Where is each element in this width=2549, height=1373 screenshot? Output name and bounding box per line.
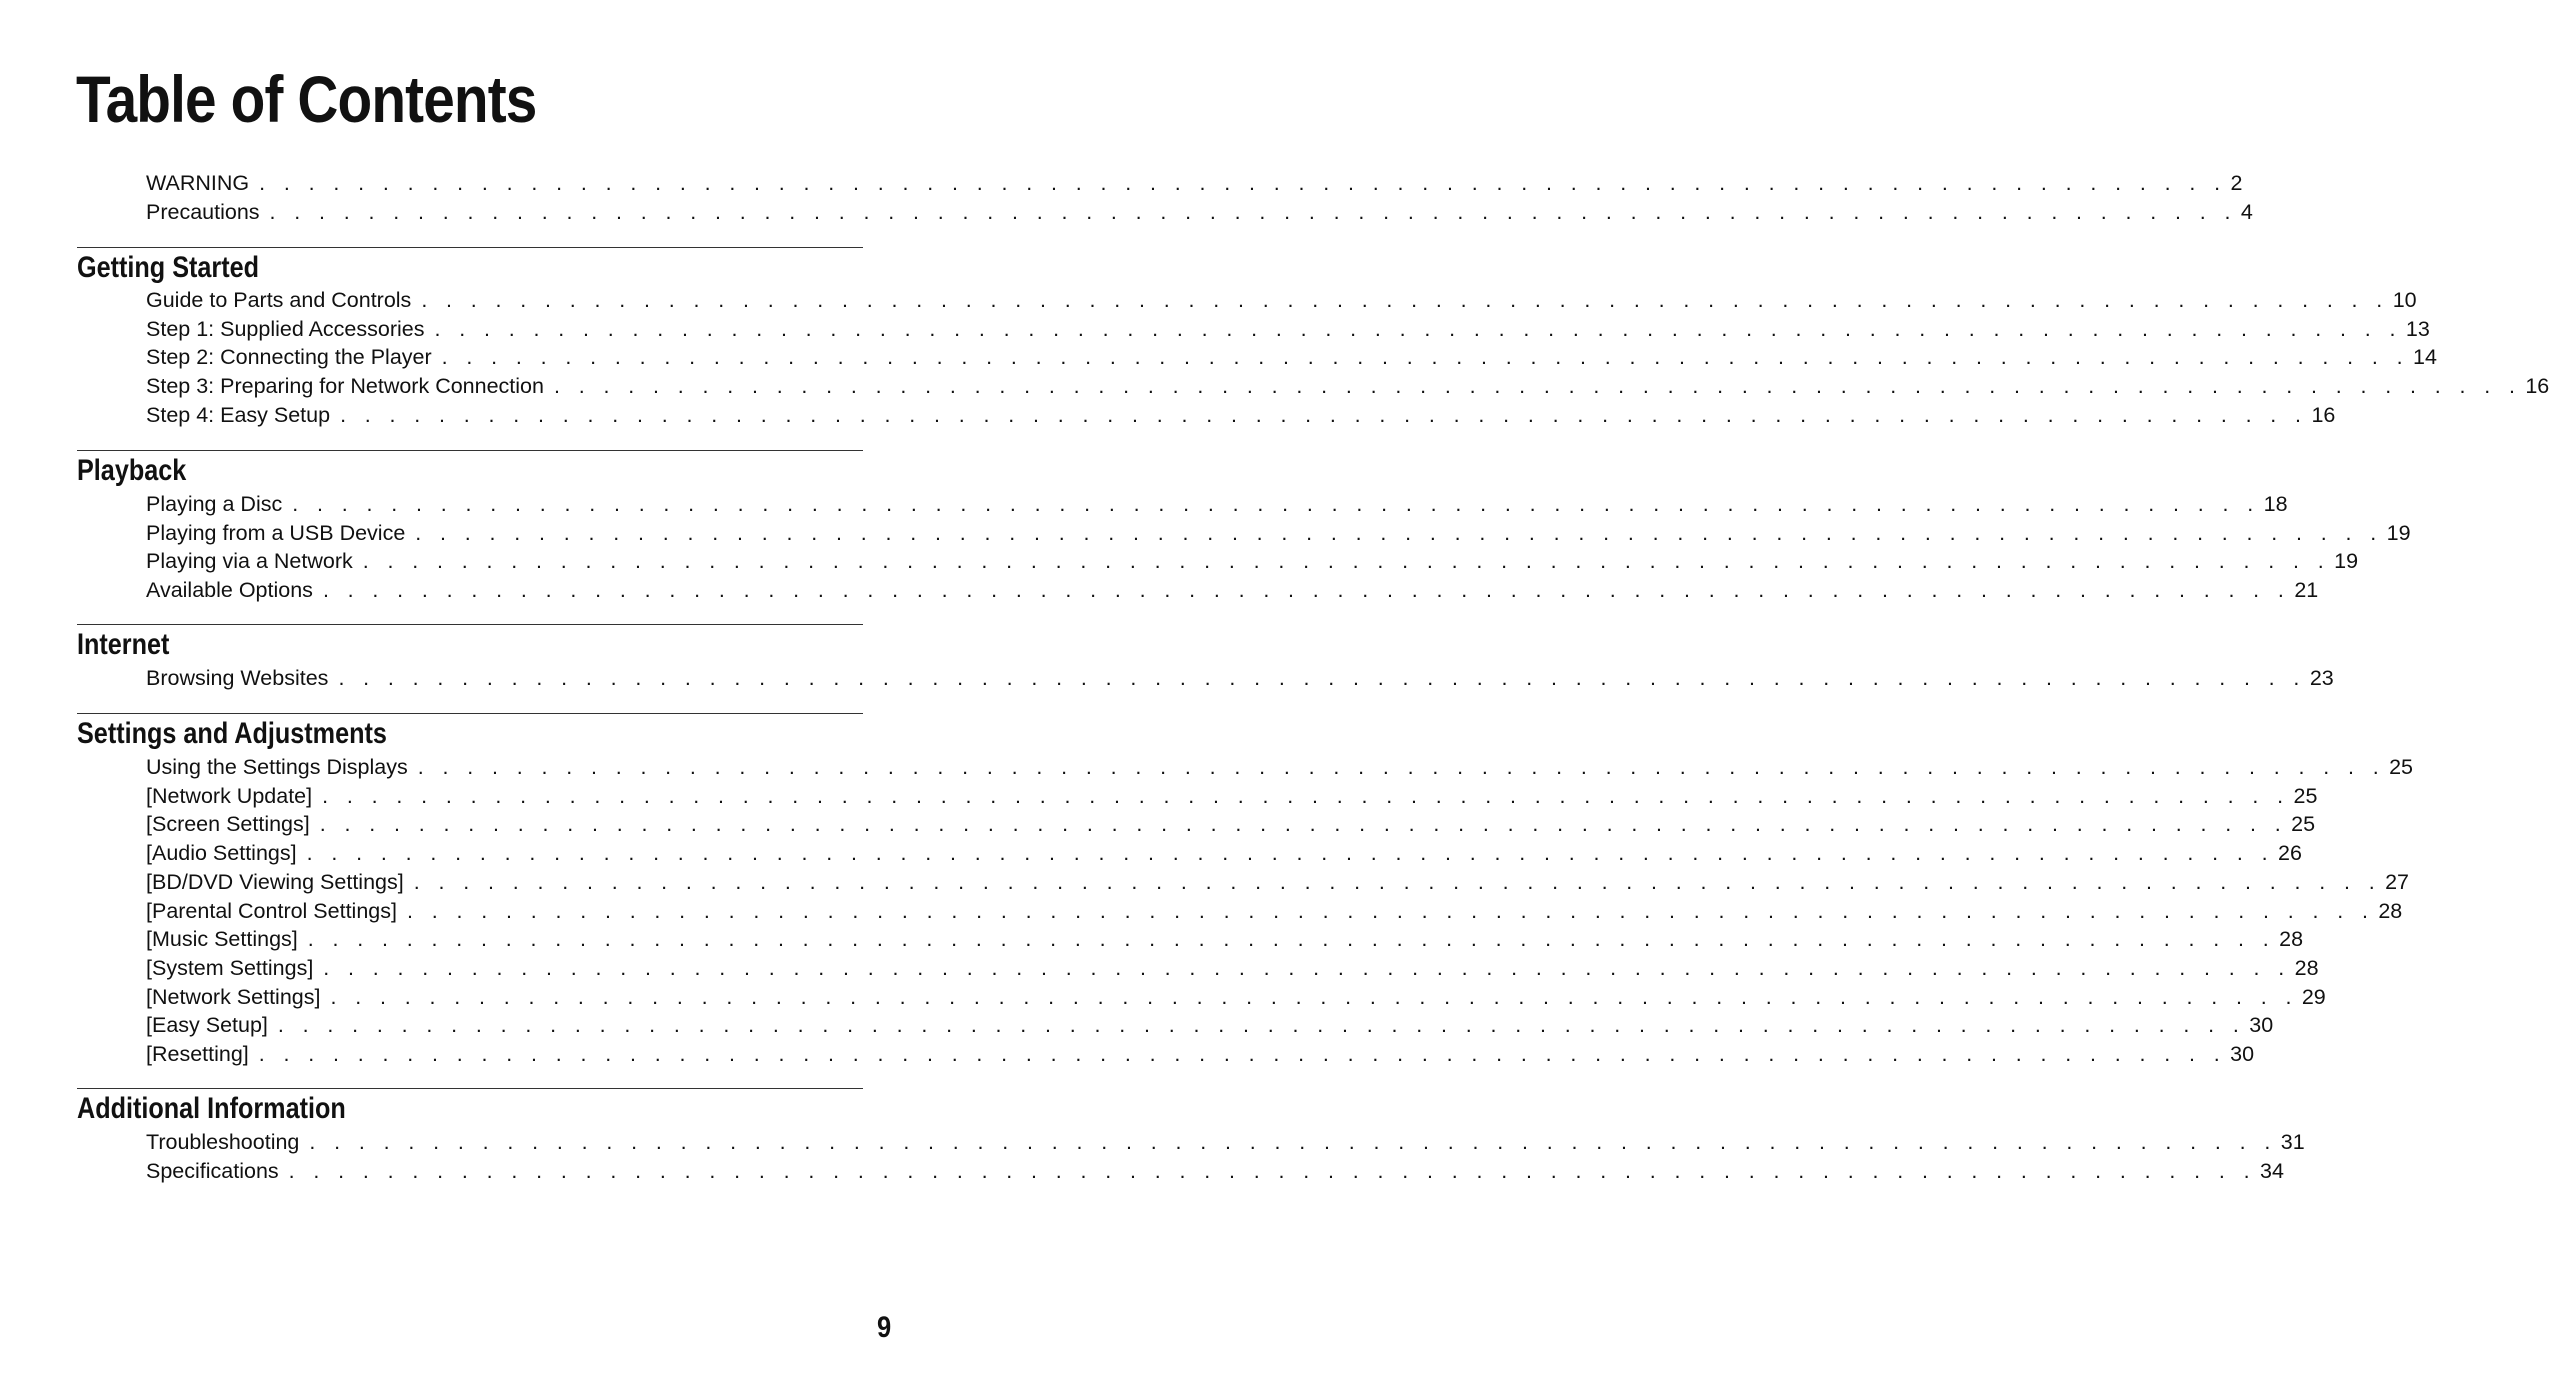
section-divider: [77, 1088, 863, 1089]
section-divider: [77, 247, 863, 248]
section-divider: [77, 624, 863, 625]
dot-leader: . . . . . . . . . . . . . . . . . . . . . . . . . . . . . . . . . . . . . . . . . . . . . . . . . . . . . . . . . . . . . . . . . . . . . . . . . . . . . . . .: [415, 521, 2383, 545]
dot-leader: . . . . . . . . . . . . . . . . . . . . . . . . . . . . . . . . . . . . . . . . . . . . . . . . . . . . . . . . . . . . . . . . . . . . . . . . . . . . . . . .: [434, 317, 2402, 341]
toc-entry-label: [Music Settings]: [146, 927, 298, 951]
toc-entry-label: Playing from a USB Device: [146, 521, 406, 545]
dot-leader: . . . . . . . . . . . . . . . . . . . . . . . . . . . . . . . . . . . . . . . . . . . . . . . . . . . . . . . . . . . . . . . . . . . . . . . . . . . . . . . .: [259, 171, 2227, 195]
dot-leader: . . . . . . . . . . . . . . . . . . . . . . . . . . . . . . . . . . . . . . . . . . . . . . . . . . . . . . . . . . . . . . . . . . . . . . . . . . . . . . . .: [413, 870, 2382, 894]
toc-entry-label: [Network Update]: [146, 784, 313, 808]
toc-entry-label: Playing a Disc: [146, 492, 283, 516]
toc-entry-resetting[interactable]: [146, 1040, 2255, 1068]
dot-leader: . . . . . . . . . . . . . . . . . . . . . . . . . . . . . . . . . . . . . . . . . . . . . . . . . . . . . . . . . . . . . . . . . . . . . . . . . . . . . . . .: [277, 1013, 2246, 1037]
toc-entry-warning[interactable]: [146, 169, 2243, 197]
toc-entry-system-settings[interactable]: [146, 954, 2319, 982]
dot-leader: . . . . . . . . . . . . . . . . . . . . . . . . . . . . . . . . . . . . . . . . . . . . . . . . . . . . . . . . . . . . . . . . . . . . . . . . . . . . . . . .: [319, 812, 2288, 836]
toc-entry-playing-via-a-network[interactable]: [146, 547, 2359, 575]
dot-leader: . . . . . . . . . . . . . . . . . . . . . . . . . . . . . . . . . . . . . . . . . . . . . . . . . . . . . . . . . . . . . . . . . . . . . . . . . . . . . . . .: [417, 755, 2386, 779]
toc-entry-label: Guide to Parts and Controls: [146, 288, 412, 312]
toc-entry-page: 25: [2293, 784, 2318, 808]
toc-entry-label: Specifications: [146, 1159, 279, 1183]
toc-entry-network-update[interactable]: [146, 782, 2318, 810]
page-number: 9: [877, 1311, 892, 1344]
section-heading-playback: Playback: [77, 454, 187, 487]
dot-leader: . . . . . . . . . . . . . . . . . . . . . . . . . . . . . . . . . . . . . . . . . . . . . . . . . . . . . . . . . . . . . . . . . . . . . . . . . . . . . . . .: [406, 899, 2375, 923]
toc-entry-page: 23: [2309, 666, 2334, 690]
toc-entry-page: 4: [2240, 200, 2253, 224]
toc-entry-page: 28: [2279, 927, 2304, 951]
dot-leader: . . . . . . . . . . . . . . . . . . . . . . . . . . . . . . . . . . . . . . . . . . . . . . . . . . . . . . . . . . . . . . . . . . . . . . . . . . . . . . . .: [306, 841, 2274, 865]
toc-entry-screen-settings[interactable]: [146, 810, 2316, 838]
toc-entry-page: 14: [2413, 345, 2437, 369]
section-heading-settings-and-adjustments: Settings and Adjustments: [77, 717, 387, 750]
toc-entry-page: 16: [2525, 374, 2549, 398]
toc-entry-label: Precautions: [146, 200, 260, 224]
dot-leader: . . . . . . . . . . . . . . . . . . . . . . . . . . . . . . . . . . . . . . . . . . . . . . . . . . . . . . . . . . . . . . . . . . . . . . . . . . . . . . . .: [292, 492, 2260, 516]
toc-entry-label: [Audio Settings]: [146, 841, 297, 865]
dot-leader: . . . . . . . . . . . . . . . . . . . . . . . . . . . . . . . . . . . . . . . . . . . . . . . . . . . . . . . . . . . . . . . . . . . . . . . . . . . . . . . .: [307, 927, 2276, 951]
dot-leader: . . . . . . . . . . . . . . . . . . . . . . . . . . . . . . . . . . . . . . . . . . . . . . . . . . . . . . . . . . . . . . . . . . . . . . . . . . . . . . . .: [288, 1159, 2257, 1183]
toc-entry-bd-dvd-viewing-settings[interactable]: [146, 868, 2410, 896]
toc-entry-label: [BD/DVD Viewing Settings]: [146, 870, 404, 894]
page-title: Table of Contents: [76, 62, 537, 136]
toc-entry-label: [Network Settings]: [146, 985, 321, 1009]
toc-entry-page: 34: [2260, 1159, 2284, 1183]
toc-entry-page: 21: [2294, 578, 2319, 602]
dot-leader: . . . . . . . . . . . . . . . . . . . . . . . . . . . . . . . . . . . . . . . . . . . . . . . . . . . . . . . . . . . . . . . . . . . . . . . . . . . . . . . .: [330, 985, 2298, 1009]
dot-leader: . . . . . . . . . . . . . . . . . . . . . . . . . . . . . . . . . . . . . . . . . . . . . . . . . . . . . . . . . . . . . . . . . . . . . . . . . . . . . . . .: [258, 1042, 2227, 1066]
toc-entry-step-2-connecting-the-player[interactable]: [146, 343, 2437, 371]
toc-entry-step-1-supplied-accessories[interactable]: [146, 315, 2430, 343]
toc-entry-using-the-settings-displays[interactable]: [146, 753, 2414, 781]
toc-entry-network-settings[interactable]: [146, 983, 2326, 1011]
toc-entry-browsing-websites[interactable]: [146, 664, 2334, 692]
toc-entry-page: 29: [2301, 985, 2326, 1009]
toc-entry-page: 27: [2385, 870, 2410, 894]
toc-entry-page: 25: [2389, 755, 2414, 779]
toc-entry-label: Browsing Websites: [146, 666, 329, 690]
toc-entry-playing-from-a-usb-device[interactable]: [146, 519, 2411, 547]
toc-entry-available-options[interactable]: [146, 576, 2319, 604]
section-divider: [77, 713, 863, 714]
toc-entry-label: [Easy Setup]: [146, 1013, 268, 1037]
dot-leader: . . . . . . . . . . . . . . . . . . . . . . . . . . . . . . . . . . . . . . . . . . . . . . . . . . . . . . . . . . . . . . . . . . . . . . . . . . . . . . . .: [340, 403, 2308, 427]
toc-entry-page: 31: [2280, 1130, 2305, 1154]
toc-entry-label: [System Settings]: [146, 956, 314, 980]
dot-leader: . . . . . . . . . . . . . . . . . . . . . . . . . . . . . . . . . . . . . . . . . . . . . . . . . . . . . . . . . . . . . . . . . . . . . . . . . . . . . . . .: [553, 374, 2522, 398]
toc-entry-page: 25: [2291, 812, 2316, 836]
section-heading-additional-information: Additional Information: [77, 1092, 346, 1125]
toc-entry-label: Step 4: Easy Setup: [146, 403, 331, 427]
toc-entry-page: 18: [2263, 492, 2288, 516]
toc-entry-step-3-preparing-for-network-connection[interactable]: [146, 372, 2549, 400]
section-heading-getting-started: Getting Started: [77, 251, 260, 284]
toc-entry-parental-control-settings[interactable]: [146, 897, 2403, 925]
dot-leader: . . . . . . . . . . . . . . . . . . . . . . . . . . . . . . . . . . . . . . . . . . . . . . . . . . . . . . . . . . . . . . . . . . . . . . . . . . . . . . . .: [322, 578, 2291, 602]
toc-entry-page: 10: [2392, 288, 2417, 312]
dot-leader: . . . . . . . . . . . . . . . . . . . . . . . . . . . . . . . . . . . . . . . . . . . . . . . . . . . . . . . . . . . . . . . . . . . . . . . . . . . . . . . .: [323, 956, 2291, 980]
dot-leader: . . . . . . . . . . . . . . . . . . . . . . . . . . . . . . . . . . . . . . . . . . . . . . . . . . . . . . . . . . . . . . . . . . . . . . . . . . . . . . . .: [322, 784, 2290, 808]
toc-entry-label: Playing via a Network: [146, 549, 353, 573]
dot-leader: . . . . . . . . . . . . . . . . . . . . . . . . . . . . . . . . . . . . . . . . . . . . . . . . . . . . . . . . . . . . . . . . . . . . . . . . . . . . . . . .: [421, 288, 2389, 312]
dot-leader: . . . . . . . . . . . . . . . . . . . . . . . . . . . . . . . . . . . . . . . . . . . . . . . . . . . . . . . . . . . . . . . . . . . . . . . . . . . . . . . .: [441, 345, 2410, 369]
toc-entry-label: Using the Settings Displays: [146, 755, 408, 779]
toc-entry-label: Step 2: Connecting the Player: [146, 345, 432, 369]
dot-leader: . . . . . . . . . . . . . . . . . . . . . . . . . . . . . . . . . . . . . . . . . . . . . . . . . . . . . . . . . . . . . . . . . . . . . . . . . . . . . . . .: [338, 666, 2306, 690]
section-divider: [77, 450, 863, 451]
toc-entry-label: [Screen Settings]: [146, 812, 310, 836]
toc-entry-page: 13: [2405, 317, 2430, 341]
dot-leader: . . . . . . . . . . . . . . . . . . . . . . . . . . . . . . . . . . . . . . . . . . . . . . . . . . . . . . . . . . . . . . . . . . . . . . . . . . . . . . . .: [269, 200, 2237, 224]
toc-entry-troubleshooting[interactable]: [146, 1128, 2305, 1156]
toc-entry-label: [Resetting]: [146, 1042, 249, 1066]
toc-entry-easy-setup[interactable]: [146, 1011, 2274, 1039]
section-heading-internet: Internet: [77, 628, 170, 661]
toc-entry-page: 28: [2294, 956, 2319, 980]
dot-leader: . . . . . . . . . . . . . . . . . . . . . . . . . . . . . . . . . . . . . . . . . . . . . . . . . . . . . . . . . . . . . . . . . . . . . . . . . . . . . . . .: [362, 549, 2331, 573]
toc-entry-label: Troubleshooting: [146, 1130, 300, 1154]
toc-entry-page: 30: [2249, 1013, 2274, 1037]
toc-entry-page: 19: [2386, 521, 2411, 545]
toc-entry-specifications[interactable]: [146, 1157, 2284, 1185]
toc-entry-page: 19: [2334, 549, 2359, 573]
toc-entry-label: Available Options: [146, 578, 313, 602]
toc-entry-label: WARNING: [146, 171, 250, 195]
toc-entry-audio-settings[interactable]: [146, 839, 2302, 867]
toc-entry-music-settings[interactable]: [146, 925, 2304, 953]
toc-entry-page: 26: [2277, 841, 2302, 865]
toc-entry-label: Step 3: Preparing for Network Connection: [146, 374, 544, 398]
toc-entry-page: 16: [2311, 403, 2336, 427]
toc-entry-label: [Parental Control Settings]: [146, 899, 397, 923]
toc-entry-playing-a-disc[interactable]: [146, 490, 2288, 518]
toc-entry-precautions[interactable]: [146, 198, 2253, 226]
toc-entry-page: 30: [2230, 1042, 2255, 1066]
toc-entry-step-4-easy-setup[interactable]: [146, 401, 2336, 429]
toc-entry-page: 2: [2230, 171, 2243, 195]
toc-entry-page: 28: [2378, 899, 2403, 923]
dot-leader: . . . . . . . . . . . . . . . . . . . . . . . . . . . . . . . . . . . . . . . . . . . . . . . . . . . . . . . . . . . . . . . . . . . . . . . . . . . . . . . .: [309, 1130, 2277, 1154]
toc-entry-guide-to-parts-and-controls[interactable]: [146, 286, 2417, 314]
toc-entry-label: Step 1: Supplied Accessories: [146, 317, 425, 341]
